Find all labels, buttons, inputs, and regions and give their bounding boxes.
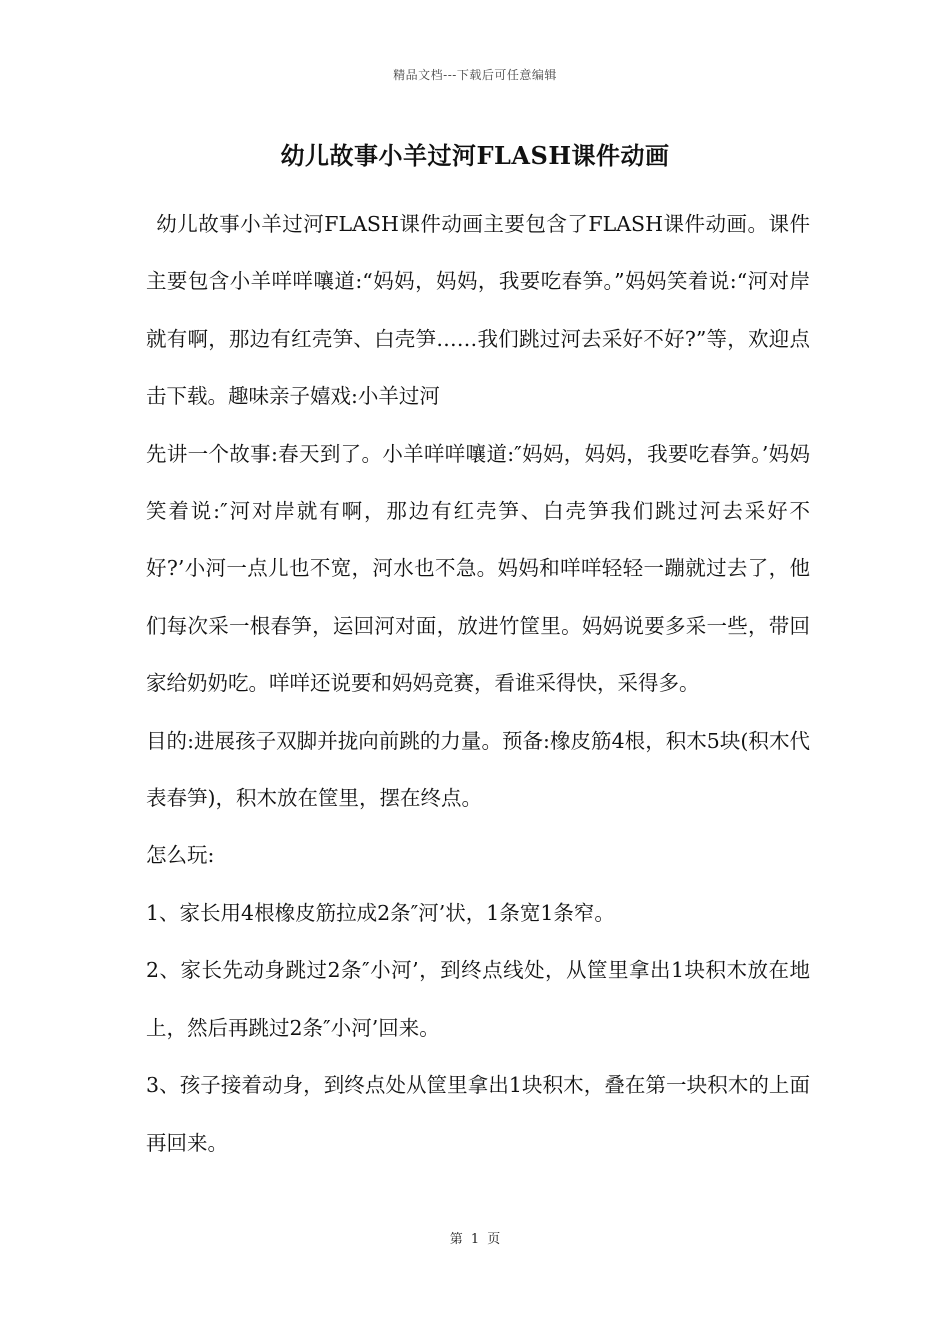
page-header: 精品文档---下载后可任意编辑: [393, 68, 557, 82]
document-title: 幼儿故事小羊过河FLASH课件动画: [280, 141, 670, 170]
paragraph-purpose: 目的:进展孩子双脚并拢向前跳的力量。预备:橡皮筋4根，积木5块(积木代表春笋)，积木放在筐里，摆在终点。: [146, 728, 810, 811]
document-body: [146, 196, 810, 1172]
paragraph-intro: 幼儿故事小羊过河FLASH课件动画主要包含了FLASH课件动画。课件主要包含小羊咩咩嚷道:“妈妈，妈妈，我要吃春笋。”妈妈笑着说:“河对岸就有啊，那边有红壳笋、白壳笋……我们跳过河去采好不好?”等，欢迎点击下载。趣味亲子嬉戏:小羊过河: [146, 212, 810, 409]
paragraph-story: 先讲一个故事:春天到了。小羊咩咩嚷道:″妈妈，妈妈，我要吃春笋。’妈妈笑着说:″河对岸就有啊，那边有红壳笋、白壳笋我们跳过河去采好不好?’小河一点儿也不宽，河水也不急。妈妈和咩咩轻轻一蹦就过去了，他们每次采一根春笋，运回河对面，放进竹筐里。妈妈说要多采一些，带回家给奶奶吃。咩咩还说要和妈妈竞赛，看谁采得快，采得多。: [146, 441, 810, 696]
page-number-suffix: 页: [487, 1232, 501, 1247]
paragraph-step-3: 3、孩子接着动身，到终点处从筐里拿出1块积木，叠在第一块积木的上面再回来。: [146, 1073, 810, 1155]
page-footer: [0, 1228, 950, 1247]
page-number-prefix: 第: [449, 1232, 463, 1247]
paragraph-step-1: 1、家长用4根橡皮筋拉成2条″河’状，1条宽1条窄。: [146, 900, 615, 925]
paragraph-step-2: 2、家长先动身跳过2条″小河’，到终点线处，从筐里拿出1块积木放在地上，然后再跳过2条″小河’回来。: [146, 958, 810, 1040]
page-number: 1: [470, 1232, 480, 1247]
paragraph-how-to-play: 怎么玩:: [146, 843, 215, 868]
